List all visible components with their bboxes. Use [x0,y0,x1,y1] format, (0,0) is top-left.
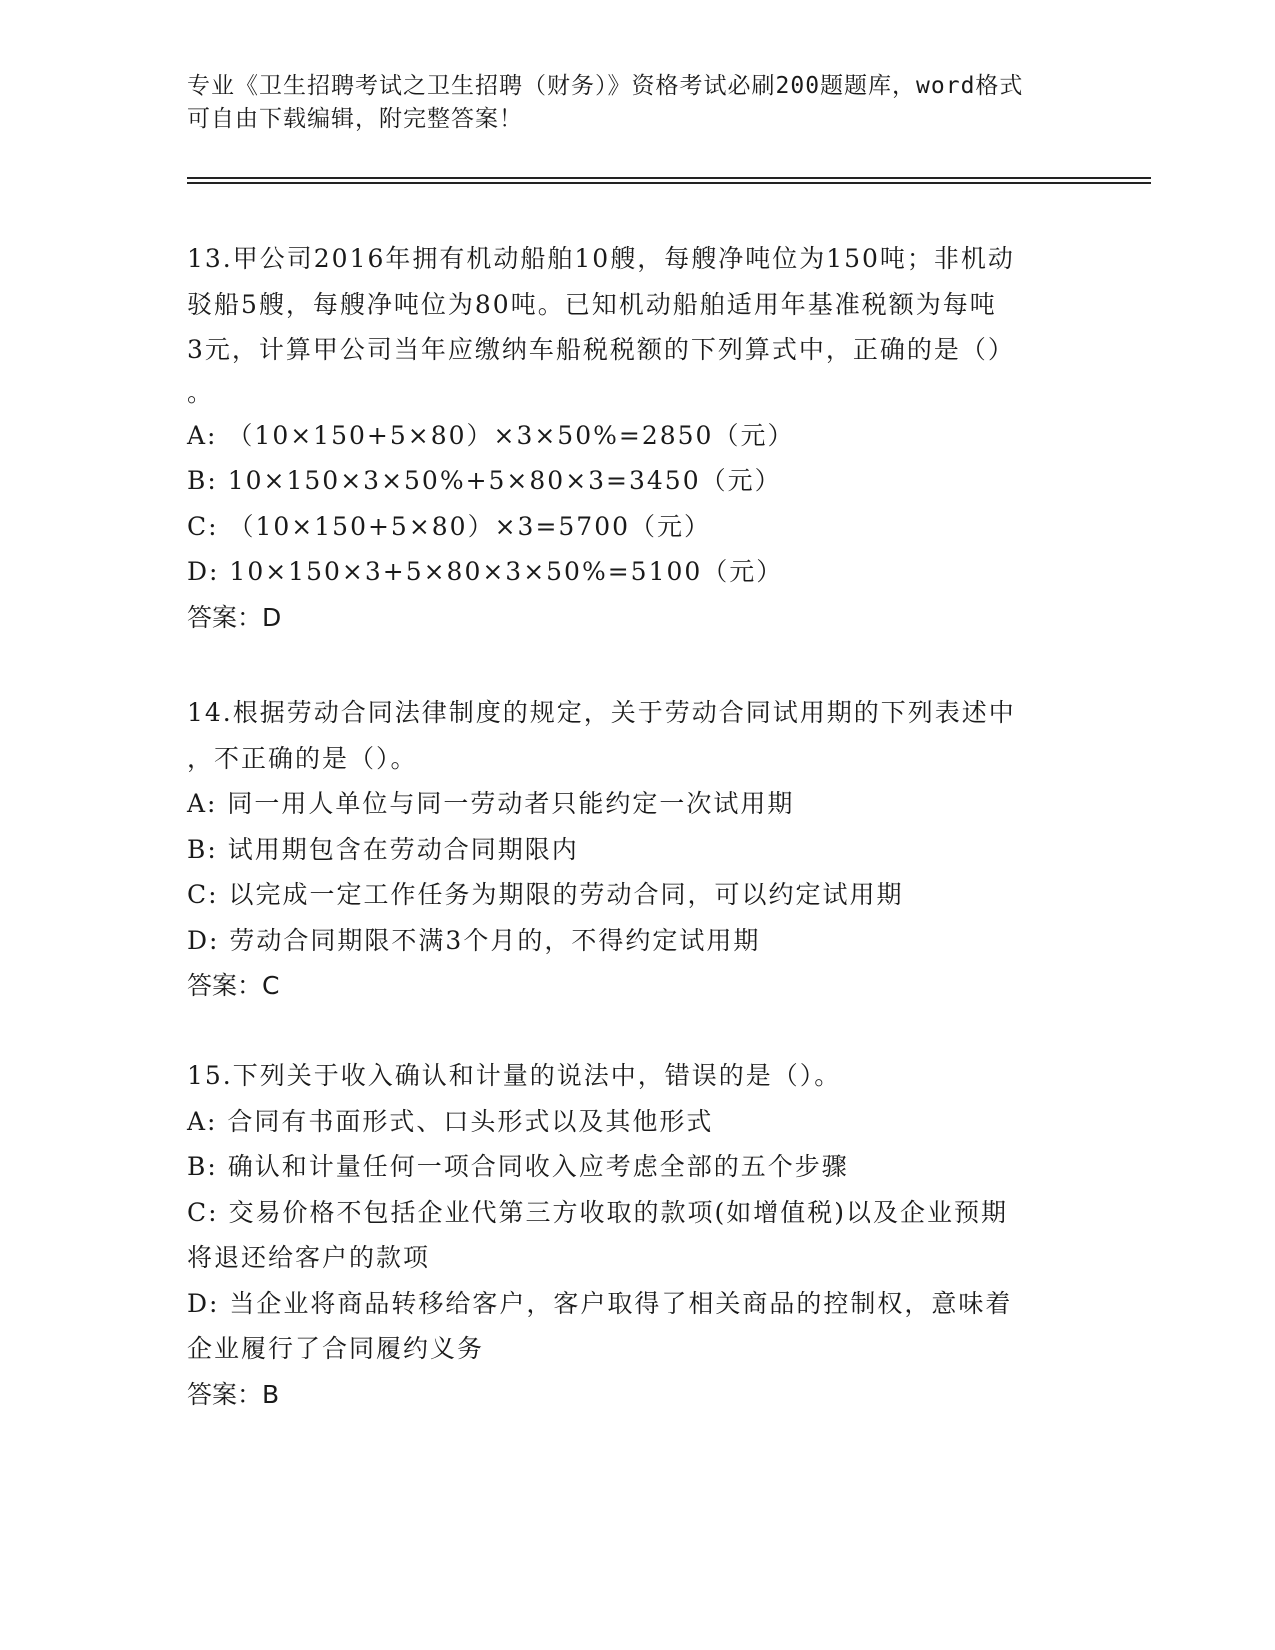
question-13-stem-line-3: 3元，计算甲公司当年应缴纳车船税税额的下列算式中，正确的是（） [187,335,1015,364]
question-13-stem-line-2: 驳船5艘，每艘净吨位为80吨。已知机动船舶适用年基准税额为每吨 [187,289,997,319]
question-15-option-b: B: 确认和计量任何一项合同收入应考虑全部的五个步骤 [187,1152,849,1181]
question-15-option-c-line-1: C: 交易价格不包括企业代第三方收取的款项(如增值税)以及企业预期 [187,1197,1009,1227]
question-13-stem-line-4: 。 [187,377,215,407]
question-14-answer: 答案：C [187,971,280,1000]
question-15-option-c-line-2: 将退还给客户的款项 [187,1243,431,1272]
question-15-option-d-line-1: D: 当企业将商品转移给客户，客户取得了相关商品的控制权，意味着 [187,1288,1013,1318]
question-15-stem-line-1: 15.下列关于收入确认和计量的说法中，错误的是（）。 [187,1061,842,1090]
question-14-option-b: B: 试用期包含在劳动合同期限内 [187,834,579,864]
header-rule-bottom [187,182,1151,184]
question-15-option-d-line-2: 企业履行了合同履约义务 [187,1334,485,1363]
question-14-option-c: C: 以完成一定工作任务为期限的劳动合同，可以约定试用期 [187,880,904,909]
question-15 [187,1053,1087,1417]
header-line-2: 可自由下载编辑，附完整答案！ [187,106,523,132]
question-14-option-a: A: 同一用人单位与同一劳动者只能约定一次试用期 [187,789,795,818]
question-13-option-c: C: （10×150+5×80）×3=5700（元） [187,511,712,541]
header-rule-top [187,177,1151,179]
document-header [187,70,1067,136]
question-14-stem-line-1: 14.根据劳动合同法律制度的规定，关于劳动合同试用期的下列表述中 [187,698,1016,727]
header-line-1: 专业《卫生招聘考试之卫生招聘（财务）》资格考试必刷200题题库，word格式 [187,73,1024,99]
question-13-stem-line-1: 13.甲公司2016年拥有机动船舶10艘，每艘净吨位为150吨；非机动 [187,244,1015,273]
question-14 [187,690,1087,1008]
question-13-option-b: B: 10×150×3×50%+5×80×3=3450（元） [187,466,782,495]
question-14-stem-line-2: ，不正确的是（）。 [187,743,418,773]
question-15-answer: 答案：B [187,1379,280,1409]
question-14-option-d: D: 劳动合同期限不满3个月的，不得约定试用期 [187,925,761,955]
question-13 [187,236,1087,640]
question-13-answer: 答案：D [187,602,282,632]
question-13-option-a: A: （10×150+5×80）×3×50%=2850（元） [187,420,795,450]
question-15-option-a: A: 合同有书面形式、口头形式以及其他形式 [187,1106,714,1136]
question-13-option-d: D: 10×150×3+5×80×3×50%=5100（元） [187,557,784,586]
